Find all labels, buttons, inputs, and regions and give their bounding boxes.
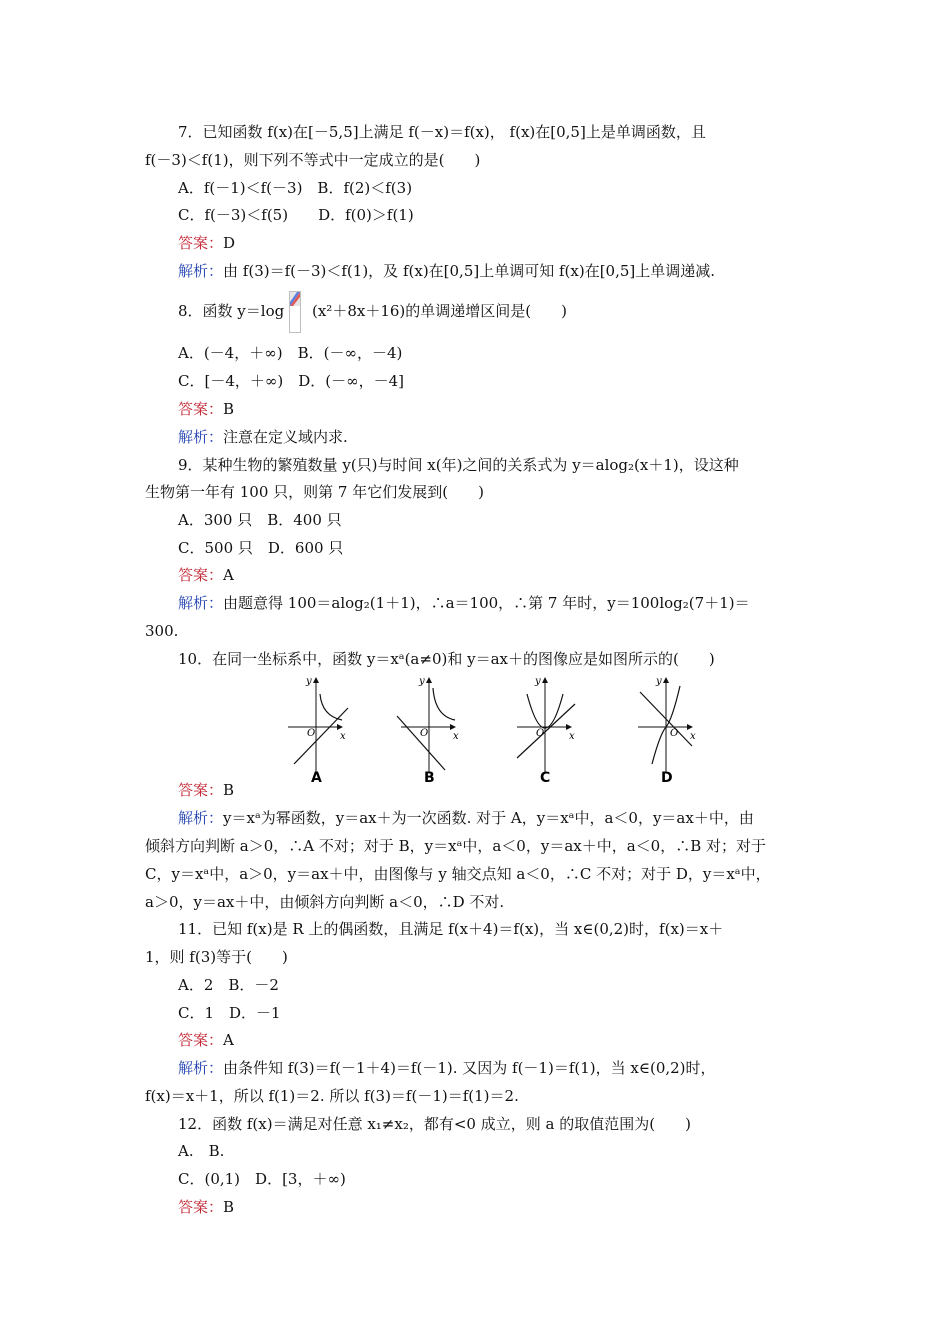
q8-stem-prefix: 8．函数 y＝log: [178, 302, 285, 320]
analysis-label: 解析：: [178, 428, 224, 446]
q9-answer: [178, 564, 234, 586]
analysis-label: 解析：: [178, 809, 224, 827]
q12-stem: 12．函数 f(x)＝满足对任意 x₁≠x₂，都有<0 成立，则 a 的取值范围为( ): [178, 1115, 691, 1133]
q12-answer: [178, 1196, 234, 1218]
q7-analysis: [178, 260, 715, 282]
q10-stem: 10．在同一坐标系中，函数 y＝xᵃ(a≠0)和 y＝ax＋的图像应是如图所示的( ): [178, 650, 715, 668]
q11-options-ab: A．2 B．－2: [178, 976, 279, 994]
q11-analysis-line2: f(x)＝x＋1，所以 f(1)＝2. 所以 f(3)＝f(－1)＝f(1)＝2.: [145, 1087, 519, 1105]
linear-function-line: [397, 716, 445, 770]
y-label: y: [535, 676, 541, 687]
q11-options-cd: C．1 D．－1: [178, 1004, 281, 1022]
analysis-text: 由 f(3)＝f(－3)＜f(1)，及 f(x)在[0,5]上单调可知 f(x)在[0,5]上单调递减.: [223, 262, 716, 280]
x-label: x: [453, 731, 459, 742]
graph-panel-b: [397, 676, 459, 786]
q9-stem-line2: 生物第一年有 100 只，则第 7 年它们发展到( ): [145, 483, 484, 501]
answer-label: 答案：: [178, 1031, 224, 1049]
answer-value: B: [223, 1198, 235, 1216]
q9-stem-line1: 9．某种生物的繁殖数量 y(只)与时间 x(年)之间的关系式为 y＝alog₂(x＋1)，设这种: [178, 456, 739, 474]
panel-letter-b: B: [424, 770, 435, 786]
origin-label: O: [307, 728, 316, 739]
answer-label: 答案：: [178, 566, 224, 584]
q7-options-ab: A．f(－1)＜f(－3) B．f(2)＜f(3): [178, 179, 413, 197]
answer-value: A: [223, 566, 234, 584]
analysis-label: 解析：: [178, 1059, 224, 1077]
power-function-curve: [320, 694, 342, 720]
q9-options-cd: C．500 只 D．600 只: [178, 539, 344, 557]
q11-analysis: [178, 1057, 716, 1079]
q8-options-cd: C．[－4，＋∞) D．(－∞，－4]: [178, 372, 404, 390]
origin-label: O: [536, 728, 545, 739]
q10-analysis-line3: C，y＝xᵃ中，a＞0，y＝ax＋中，由图像与 y 轴交点知 a＜0，∴C 不对；对于 D，y＝xᵃ中，: [145, 865, 771, 883]
q8-analysis: [178, 426, 348, 448]
q10-analysis-line4: a＞0，y＝ax＋中，由倾斜方向判断 a＜0，∴D 不对.: [145, 893, 505, 911]
graph-panel-d: [638, 676, 696, 786]
panel-letter-d: D: [661, 770, 673, 786]
broken-formula-image-icon: [289, 291, 301, 333]
analysis-text: 注意在定义域内求.: [223, 428, 348, 446]
origin-label: O: [420, 728, 429, 739]
q8-answer: [178, 398, 234, 420]
y-label: y: [656, 676, 662, 687]
q9-analysis: [178, 592, 750, 614]
answer-value: D: [223, 234, 236, 252]
q10-analysis: [178, 807, 754, 829]
answer-label: 答案：: [178, 400, 224, 418]
x-label: x: [690, 731, 696, 742]
y-label: y: [306, 676, 312, 687]
analysis-text: 由题意得 100＝alog₂(1＋1)，∴a＝100，∴第 7 年时，y＝100log₂(7＋1)＝: [223, 594, 750, 612]
graph-panel-c: [517, 676, 575, 786]
x-label: x: [569, 731, 575, 742]
answer-label: 答案：: [178, 1198, 224, 1216]
answer-label: 答案：: [178, 781, 224, 799]
q12-options-ab: A. B.: [178, 1142, 225, 1160]
q7-stem-line1: 7．已知函数 f(x)在[－5,5]上满足 f(－x)＝f(x)， f(x)在[0,5]上是单调函数，且: [178, 123, 706, 141]
answer-value: B: [223, 400, 235, 418]
q7-answer: [178, 232, 235, 254]
answer-value: A: [223, 1031, 234, 1049]
analysis-text: 由条件知 f(3)＝f(－1＋4)＝f(－1). 又因为 f(－1)＝f(1)，当 x∈(0,2)时，: [223, 1059, 716, 1077]
q8-stem-suffix: (x²＋8x＋16)的单调递增区间是( ): [312, 302, 567, 320]
origin-label: O: [670, 728, 679, 739]
graph-panel-a: [288, 676, 348, 786]
y-label: y: [419, 676, 425, 687]
answer-value: B: [223, 781, 235, 799]
q10-answer: [178, 779, 234, 801]
q12-options-cd: C．(0,1) D．[3，＋∞): [178, 1170, 346, 1188]
q9-options-ab: A．300 只 B．400 只: [178, 511, 342, 529]
q9-analysis-line2: 300.: [145, 622, 179, 640]
power-function-curve: [433, 688, 455, 720]
q11-answer: [178, 1029, 234, 1051]
answer-label: 答案：: [178, 234, 224, 252]
q7-stem-line2: f(－3)＜f(1)，则下列不等式中一定成立的是( ): [145, 151, 481, 169]
q11-stem-line1: 11．已知 f(x)是 R 上的偶函数，且满足 f(x＋4)＝f(x)，当 x∈(0,2)时，f(x)＝x＋: [178, 920, 724, 938]
q10-graph-options-figure: [280, 672, 710, 787]
panel-letter-c: C: [540, 770, 551, 786]
analysis-text: y＝xᵃ为幂函数，y＝ax＋为一次函数. 对于 A，y＝xᵃ中，a＜0，y＝ax＋中，由: [223, 809, 754, 827]
analysis-label: 解析：: [178, 594, 224, 612]
q8-options-ab: A．(－4，＋∞) B．(－∞，－4): [178, 344, 403, 362]
linear-function-line: [517, 704, 575, 758]
analysis-label: 解析：: [178, 262, 224, 280]
q7-options-cd: C．f(－3)＜f(5) D．f(0)＞f(1): [178, 206, 414, 224]
x-label: x: [340, 731, 346, 742]
q11-stem-line2: 1，则 f(3)等于( ): [145, 948, 288, 966]
panel-letter-a: A: [311, 770, 322, 786]
q10-analysis-line2: 倾斜方向判断 a＞0，∴A 不对；对于 B，y＝xᵃ中，a＜0，y＝ax＋中，a＜0，∴B 对；对于: [145, 837, 767, 855]
